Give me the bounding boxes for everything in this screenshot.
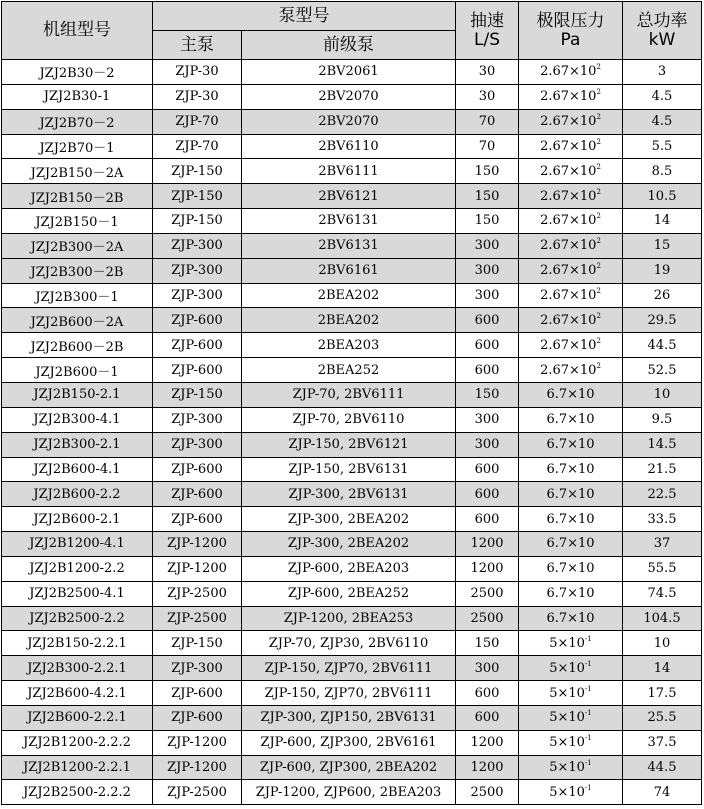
- cell-pumping-speed: 600: [456, 308, 519, 333]
- pressure-exponent: 2: [596, 237, 601, 246]
- cell-ultimate-pressure: [519, 283, 623, 308]
- cell-main-pump: ZJP-1200: [153, 755, 242, 780]
- cell-total-power: 37.5: [623, 730, 702, 755]
- cell-ultimate-pressure: [519, 308, 623, 333]
- cell-pumping-speed: 1200: [456, 755, 519, 780]
- cell-main-pump: ZJP-150: [153, 184, 242, 209]
- pressure-base: 2.67×10: [540, 163, 597, 179]
- cell-unit-model: JZJ2B300－2B: [2, 258, 153, 283]
- pressure-exponent: 2: [596, 187, 601, 196]
- cell-ultimate-pressure: [519, 457, 623, 482]
- table-row: [2, 233, 702, 258]
- cell-total-power: 10: [623, 631, 702, 656]
- cell-pumping-speed: 150: [456, 184, 519, 209]
- pressure-exponent: -1: [584, 634, 592, 643]
- cell-total-power: 15: [623, 233, 702, 258]
- cell-ultimate-pressure: [519, 705, 623, 730]
- cell-backing-pump: ZJP-1200, 2BEA253: [242, 606, 456, 631]
- pressure-base: 5×10: [549, 760, 585, 776]
- pressure-base: 2.67×10: [540, 362, 597, 378]
- cell-main-pump: ZJP-300: [153, 283, 242, 308]
- header-pump-model: 泵型号: [153, 2, 456, 31]
- pressure-exponent: -1: [584, 783, 592, 792]
- pressure-base: 6.7×10: [546, 536, 595, 552]
- cell-total-power: 14.5: [623, 432, 702, 457]
- cell-pumping-speed: 1200: [456, 532, 519, 557]
- cell-backing-pump: ZJP-70, 2BV6110: [242, 407, 456, 432]
- table-row: [2, 382, 702, 407]
- table-row: [2, 606, 702, 631]
- cell-main-pump: ZJP-300: [153, 258, 242, 283]
- cell-backing-pump: ZJP-150, ZJP70, 2BV6111: [242, 681, 456, 706]
- cell-main-pump: ZJP-600: [153, 308, 242, 333]
- cell-backing-pump: ZJP-600, ZJP300, 2BV6161: [242, 730, 456, 755]
- cell-ultimate-pressure: [519, 258, 623, 283]
- cell-total-power: 33.5: [623, 507, 702, 532]
- cell-unit-model: JZJ2B2500-4.1: [2, 581, 153, 606]
- pressure-exponent: 2: [596, 63, 601, 72]
- header-unit-model: 机组型号: [2, 2, 153, 60]
- table-row: [2, 60, 702, 85]
- cell-total-power: 44.5: [623, 755, 702, 780]
- cell-total-power: 22.5: [623, 482, 702, 507]
- cell-pumping-speed: 600: [456, 457, 519, 482]
- cell-total-power: 74: [623, 780, 702, 805]
- cell-backing-pump: ZJP-300, 2BEA202: [242, 532, 456, 557]
- cell-ultimate-pressure: [519, 159, 623, 184]
- cell-unit-model: JZJ2B300-4.1: [2, 407, 153, 432]
- cell-ultimate-pressure: [519, 780, 623, 805]
- header-ultimate-pressure: [519, 2, 623, 60]
- cell-total-power: 21.5: [623, 457, 702, 482]
- cell-backing-pump: ZJP-150, 2BV6131: [242, 457, 456, 482]
- cell-main-pump: ZJP-30: [153, 84, 242, 109]
- cell-ultimate-pressure: [519, 606, 623, 631]
- cell-unit-model: JZJ2B300-2.1: [2, 432, 153, 457]
- cell-main-pump: ZJP-2500: [153, 606, 242, 631]
- cell-backing-pump: 2BV6110: [242, 134, 456, 159]
- cell-unit-model: JZJ2B70－2: [2, 109, 153, 134]
- cell-unit-model: JZJ2B600-4.1: [2, 457, 153, 482]
- cell-pumping-speed: 300: [456, 233, 519, 258]
- pressure-exponent: 2: [596, 311, 601, 320]
- cell-backing-pump: 2BV6131: [242, 233, 456, 258]
- pressure-base: 2.67×10: [540, 138, 597, 154]
- cell-unit-model: JZJ2B1200-2.2.2: [2, 730, 153, 755]
- pressure-base: 2.67×10: [540, 288, 597, 304]
- table-row: [2, 705, 702, 730]
- cell-pumping-speed: 150: [456, 209, 519, 234]
- header-backing-pump: 前级泵: [242, 31, 456, 60]
- cell-total-power: 3: [623, 60, 702, 85]
- cell-main-pump: ZJP-1200: [153, 532, 242, 557]
- cell-ultimate-pressure: [519, 581, 623, 606]
- cell-total-power: 104.5: [623, 606, 702, 631]
- cell-ultimate-pressure: [519, 482, 623, 507]
- cell-pumping-speed: 30: [456, 84, 519, 109]
- table-row: [2, 507, 702, 532]
- cell-total-power: 4.5: [623, 109, 702, 134]
- cell-total-power: 44.5: [623, 333, 702, 358]
- table-row: [2, 681, 702, 706]
- cell-main-pump: ZJP-1200: [153, 730, 242, 755]
- pressure-base: 6.7×10: [546, 461, 595, 477]
- cell-unit-model: JZJ2B600-2.2.1: [2, 705, 153, 730]
- cell-ultimate-pressure: [519, 656, 623, 681]
- cell-unit-model: JZJ2B150-2.2.1: [2, 631, 153, 656]
- header-pumping-speed-label: 抽速: [470, 10, 504, 31]
- pressure-base: 6.7×10: [546, 561, 595, 577]
- cell-pumping-speed: 300: [456, 656, 519, 681]
- cell-unit-model: JZJ2B150－2B: [2, 184, 153, 209]
- pressure-base: 2.67×10: [540, 337, 597, 353]
- cell-ultimate-pressure: [519, 432, 623, 457]
- cell-ultimate-pressure: [519, 333, 623, 358]
- header-total-power: [623, 2, 702, 60]
- table-row: [2, 358, 702, 383]
- cell-pumping-speed: 70: [456, 134, 519, 159]
- table-row: [2, 209, 702, 234]
- cell-main-pump: ZJP-300: [153, 233, 242, 258]
- cell-unit-model: JZJ2B1200-2.2.1: [2, 755, 153, 780]
- cell-main-pump: ZJP-70: [153, 134, 242, 159]
- pressure-base: 5×10: [549, 735, 585, 751]
- table-row: [2, 755, 702, 780]
- cell-total-power: 25.5: [623, 705, 702, 730]
- cell-total-power: 55.5: [623, 556, 702, 581]
- table-row: [2, 184, 702, 209]
- cell-main-pump: ZJP-300: [153, 432, 242, 457]
- cell-pumping-speed: 2500: [456, 606, 519, 631]
- cell-ultimate-pressure: [519, 755, 623, 780]
- cell-ultimate-pressure: [519, 631, 623, 656]
- table-row: [2, 283, 702, 308]
- cell-ultimate-pressure: [519, 681, 623, 706]
- pressure-base: 5×10: [549, 784, 585, 800]
- pressure-base: 5×10: [549, 685, 585, 701]
- pressure-exponent: 2: [596, 137, 601, 146]
- pressure-exponent: -1: [584, 659, 592, 668]
- cell-unit-model: JZJ2B2500-2.2.2: [2, 780, 153, 805]
- cell-pumping-speed: 600: [456, 681, 519, 706]
- cell-main-pump: ZJP-600: [153, 457, 242, 482]
- cell-backing-pump: ZJP-70, ZJP30, 2BV6110: [242, 631, 456, 656]
- table-row: [2, 159, 702, 184]
- pressure-base: 6.7×10: [546, 586, 595, 602]
- cell-pumping-speed: 300: [456, 283, 519, 308]
- cell-pumping-speed: 600: [456, 358, 519, 383]
- cell-pumping-speed: 30: [456, 60, 519, 85]
- pressure-exponent: -1: [584, 759, 592, 768]
- cell-total-power: 4.5: [623, 84, 702, 109]
- cell-pumping-speed: 2500: [456, 581, 519, 606]
- cell-pumping-speed: 70: [456, 109, 519, 134]
- table-row: [2, 109, 702, 134]
- cell-pumping-speed: 300: [456, 432, 519, 457]
- cell-main-pump: ZJP-300: [153, 656, 242, 681]
- table-row: [2, 308, 702, 333]
- header-pumping-speed: [456, 2, 519, 60]
- pressure-exponent: -1: [584, 709, 592, 718]
- cell-main-pump: ZJP-600: [153, 358, 242, 383]
- pressure-exponent: -1: [584, 734, 592, 743]
- cell-total-power: 10: [623, 382, 702, 407]
- cell-total-power: 74.5: [623, 581, 702, 606]
- cell-main-pump: ZJP-30: [153, 60, 242, 85]
- cell-main-pump: ZJP-600: [153, 482, 242, 507]
- cell-unit-model: JZJ2B30－2: [2, 60, 153, 85]
- cell-pumping-speed: 600: [456, 482, 519, 507]
- cell-backing-pump: ZJP-300, ZJP150, 2BV6131: [242, 705, 456, 730]
- cell-backing-pump: ZJP-150, ZJP70, 2BV6111: [242, 656, 456, 681]
- table-row: [2, 631, 702, 656]
- pressure-exponent: 2: [596, 336, 601, 345]
- pressure-base: 2.67×10: [540, 213, 597, 229]
- pressure-exponent: -1: [584, 684, 592, 693]
- cell-unit-model: JZJ2B300－2A: [2, 233, 153, 258]
- cell-main-pump: ZJP-1200: [153, 556, 242, 581]
- cell-unit-model: JZJ2B150－2A: [2, 159, 153, 184]
- table-row: [2, 432, 702, 457]
- pressure-base: 2.67×10: [540, 312, 597, 328]
- pressure-base: 6.7×10: [546, 387, 595, 403]
- pressure-exponent: 2: [596, 88, 601, 97]
- pressure-base: 6.7×10: [546, 486, 595, 502]
- pump-unit-spec-table: [1, 1, 702, 805]
- pressure-base: 2.67×10: [540, 64, 597, 80]
- cell-backing-pump: ZJP-1200, ZJP600, 2BEA203: [242, 780, 456, 805]
- cell-pumping-speed: 300: [456, 407, 519, 432]
- cell-unit-model: JZJ2B70－1: [2, 134, 153, 159]
- table-row: [2, 780, 702, 805]
- cell-main-pump: ZJP-2500: [153, 780, 242, 805]
- table-row: [2, 457, 702, 482]
- cell-backing-pump: 2BV6111: [242, 159, 456, 184]
- table-header: [2, 2, 702, 60]
- pressure-base: 2.67×10: [540, 114, 597, 130]
- cell-unit-model: JZJ2B600－2A: [2, 308, 153, 333]
- cell-main-pump: ZJP-600: [153, 333, 242, 358]
- table-row: [2, 532, 702, 557]
- cell-unit-model: JZJ2B600-2.2: [2, 482, 153, 507]
- cell-total-power: 8.5: [623, 159, 702, 184]
- cell-backing-pump: 2BEA252: [242, 358, 456, 383]
- cell-main-pump: ZJP-150: [153, 631, 242, 656]
- cell-backing-pump: 2BV6131: [242, 209, 456, 234]
- pressure-base: 6.7×10: [546, 412, 595, 428]
- pressure-base: 5×10: [549, 635, 585, 651]
- cell-backing-pump: 2BEA202: [242, 308, 456, 333]
- cell-unit-model: JZJ2B300－1: [2, 283, 153, 308]
- cell-total-power: 5.5: [623, 134, 702, 159]
- cell-pumping-speed: 150: [456, 382, 519, 407]
- pressure-exponent: 2: [596, 113, 601, 122]
- cell-ultimate-pressure: [519, 358, 623, 383]
- table-body: [2, 60, 702, 805]
- cell-total-power: 52.5: [623, 358, 702, 383]
- pressure-base: 6.7×10: [546, 610, 595, 626]
- cell-unit-model: JZJ2B600－1: [2, 358, 153, 383]
- header-ultimate-pressure-unit: Pa: [560, 29, 581, 50]
- cell-main-pump: ZJP-600: [153, 507, 242, 532]
- cell-unit-model: JZJ2B150-2.1: [2, 382, 153, 407]
- cell-backing-pump: 2BV2070: [242, 84, 456, 109]
- cell-unit-model: JZJ2B600-2.1: [2, 507, 153, 532]
- cell-pumping-speed: 600: [456, 333, 519, 358]
- cell-ultimate-pressure: [519, 382, 623, 407]
- cell-ultimate-pressure: [519, 84, 623, 109]
- cell-pumping-speed: 600: [456, 705, 519, 730]
- table-row: [2, 333, 702, 358]
- pressure-base: 5×10: [549, 660, 585, 676]
- cell-main-pump: ZJP-600: [153, 681, 242, 706]
- cell-total-power: 37: [623, 532, 702, 557]
- header-pumping-speed-unit: L/S: [474, 29, 500, 50]
- table-row: [2, 258, 702, 283]
- cell-unit-model: JZJ2B30-1: [2, 84, 153, 109]
- table-row: [2, 656, 702, 681]
- cell-backing-pump: ZJP-150, 2BV6121: [242, 432, 456, 457]
- pressure-exponent: 2: [596, 162, 601, 171]
- cell-backing-pump: ZJP-70, 2BV6111: [242, 382, 456, 407]
- cell-main-pump: ZJP-150: [153, 382, 242, 407]
- cell-total-power: 14: [623, 656, 702, 681]
- cell-pumping-speed: 1200: [456, 730, 519, 755]
- pressure-base: 2.67×10: [540, 238, 597, 254]
- table-row: [2, 730, 702, 755]
- table-row: [2, 134, 702, 159]
- cell-backing-pump: ZJP-600, 2BEA203: [242, 556, 456, 581]
- cell-total-power: 10.5: [623, 184, 702, 209]
- cell-unit-model: JZJ2B1200-4.1: [2, 532, 153, 557]
- pressure-exponent: 2: [596, 212, 601, 221]
- cell-unit-model: JZJ2B150－1: [2, 209, 153, 234]
- cell-main-pump: ZJP-70: [153, 109, 242, 134]
- cell-unit-model: JZJ2B600－2B: [2, 333, 153, 358]
- pressure-base: 2.67×10: [540, 89, 597, 105]
- cell-pumping-speed: 600: [456, 507, 519, 532]
- pressure-exponent: 2: [596, 361, 601, 370]
- pressure-base: 2.67×10: [540, 188, 597, 204]
- pressure-base: 6.7×10: [546, 437, 595, 453]
- cell-total-power: 17.5: [623, 681, 702, 706]
- cell-backing-pump: 2BV6161: [242, 258, 456, 283]
- cell-main-pump: ZJP-300: [153, 407, 242, 432]
- pressure-base: 5×10: [549, 710, 585, 726]
- cell-pumping-speed: 150: [456, 159, 519, 184]
- cell-unit-model: JZJ2B2500-2.2: [2, 606, 153, 631]
- table-row: [2, 556, 702, 581]
- cell-backing-pump: ZJP-600, ZJP300, 2BEA202: [242, 755, 456, 780]
- cell-backing-pump: 2BEA202: [242, 283, 456, 308]
- cell-ultimate-pressure: [519, 209, 623, 234]
- header-total-power-label: 总功率: [636, 10, 688, 31]
- pressure-base: 2.67×10: [540, 263, 597, 279]
- cell-total-power: 9.5: [623, 407, 702, 432]
- table-row: [2, 581, 702, 606]
- cell-backing-pump: ZJP-300, 2BEA202: [242, 507, 456, 532]
- cell-ultimate-pressure: [519, 556, 623, 581]
- cell-main-pump: ZJP-600: [153, 705, 242, 730]
- cell-ultimate-pressure: [519, 109, 623, 134]
- header-main-pump: 主泵: [153, 31, 242, 60]
- cell-backing-pump: ZJP-300, 2BV6131: [242, 482, 456, 507]
- cell-total-power: 19: [623, 258, 702, 283]
- cell-backing-pump: 2BV6121: [242, 184, 456, 209]
- cell-ultimate-pressure: [519, 407, 623, 432]
- cell-pumping-speed: 1200: [456, 556, 519, 581]
- cell-unit-model: JZJ2B1200-2.2: [2, 556, 153, 581]
- cell-total-power: 14: [623, 209, 702, 234]
- cell-ultimate-pressure: [519, 134, 623, 159]
- cell-unit-model: JZJ2B600-4.2.1: [2, 681, 153, 706]
- table-row: [2, 407, 702, 432]
- header-total-power-unit: kW: [648, 29, 676, 50]
- cell-backing-pump: 2BEA203: [242, 333, 456, 358]
- cell-pumping-speed: 2500: [456, 780, 519, 805]
- cell-ultimate-pressure: [519, 507, 623, 532]
- cell-ultimate-pressure: [519, 184, 623, 209]
- cell-main-pump: ZJP-150: [153, 209, 242, 234]
- pressure-exponent: 2: [596, 262, 601, 271]
- cell-ultimate-pressure: [519, 730, 623, 755]
- cell-ultimate-pressure: [519, 532, 623, 557]
- pressure-base: 6.7×10: [546, 511, 595, 527]
- cell-pumping-speed: 300: [456, 258, 519, 283]
- cell-ultimate-pressure: [519, 233, 623, 258]
- cell-unit-model: JZJ2B300-2.2.1: [2, 656, 153, 681]
- table-row: [2, 84, 702, 109]
- cell-ultimate-pressure: [519, 60, 623, 85]
- cell-backing-pump: 2BV2070: [242, 109, 456, 134]
- header-ultimate-pressure-label: 极限压力: [536, 10, 605, 31]
- cell-total-power: 26: [623, 283, 702, 308]
- cell-total-power: 29.5: [623, 308, 702, 333]
- cell-main-pump: ZJP-150: [153, 159, 242, 184]
- cell-pumping-speed: 150: [456, 631, 519, 656]
- table-row: [2, 482, 702, 507]
- cell-main-pump: ZJP-2500: [153, 581, 242, 606]
- cell-backing-pump: 2BV2061: [242, 60, 456, 85]
- cell-backing-pump: ZJP-600, 2BEA252: [242, 581, 456, 606]
- pressure-exponent: 2: [596, 287, 601, 296]
